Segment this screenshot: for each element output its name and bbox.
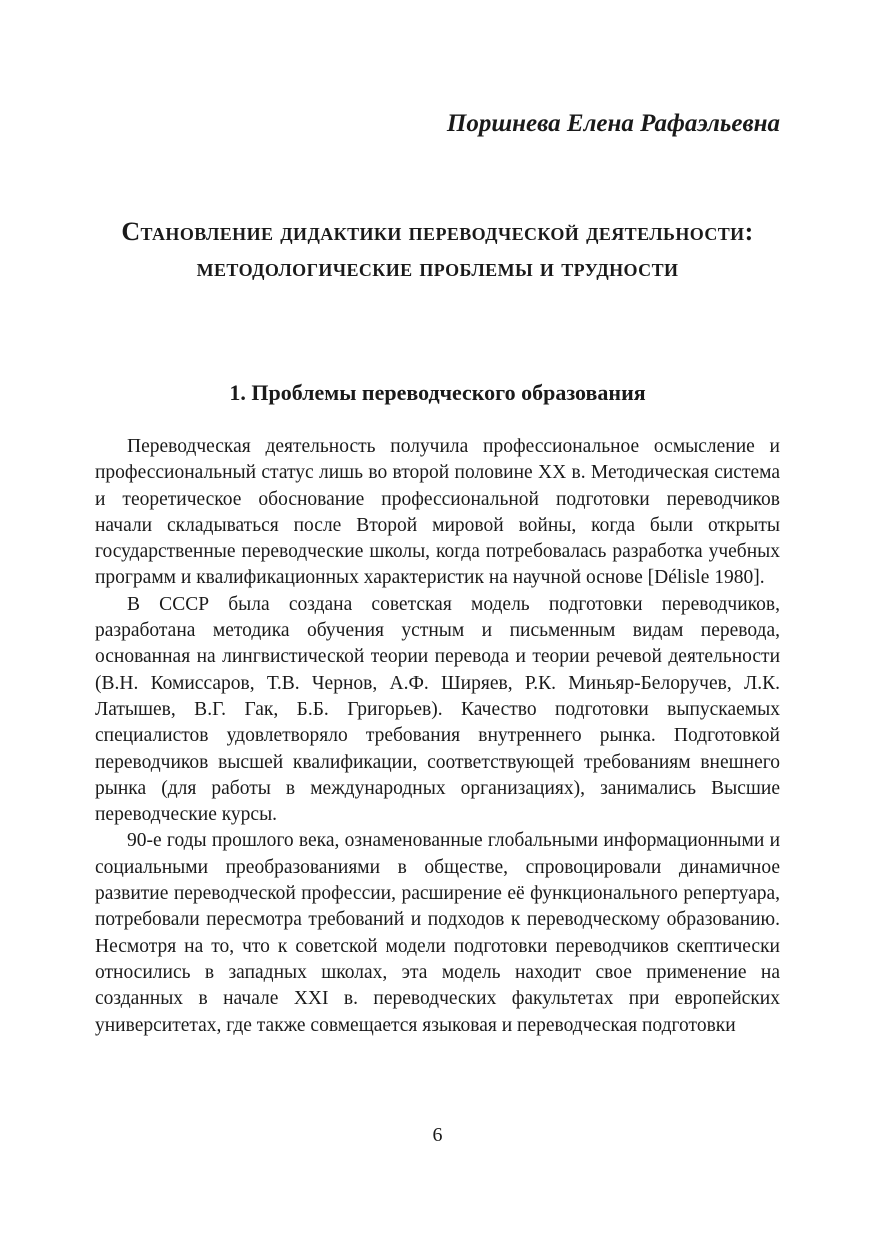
article-body — [95, 434, 780, 1039]
page-number: 6 — [432, 1124, 443, 1146]
paragraph: Переводческая деятельность получила профессиональное осмысление и профессиональный статус лишь во второй половине XX в. Методическая система и теоретическое обоснование профессиональной подготовки переводчиков начали складываться после Второй мировой войны, когда были открыты государственные переводческие школы, когда потребовалась разработка учебных программ и квалификационных характеристик на научной основе [Délisle 1980]. — [95, 436, 780, 589]
author-name: Поршнева Елена Рафаэльевна — [446, 110, 780, 137]
paragraph: В СССР была создана советская модель подготовки переводчиков, разработана методика обучения устным и письменным видам перевода, основанная на лингвистической теории перевода и теории речевой деятельности (В.Н. Комиссаров, Т.В. Чернов, А.Ф. Ширяев, Р.К. Миньяр-Белоручев, Л.К. Латышев, В.Г. Гак, Б.Б. Григорьев). Качество подготовки выпускаемых специалистов удовлетворяло требования внутреннего рынка. Подготовкой переводчиков высшей квалификации, соответствующей требованиям внешнего рынка (для работы в международных организациях), занимались Высшие переводческие курсы. — [95, 593, 780, 826]
article-title: Становление дидактики переводческой деятельности: методологические проблемы и трудности — [121, 217, 754, 282]
paragraph: 90-е годы прошлого века, ознаменованные глобальными информационными и социальными преобразованиями в обществе, спровоцировали динамичное развитие переводческой профессии, расширение её функционального репертуара, потребовали пересмотра требований и подходов к переводческому образованию. Несмотря на то, что к советской модели подготовки переводчиков скептически относились в западных школах, эта модель находит свое применение на созданных в начале XXI в. переводческих факультетах при европейских университетах, где также совмещается языковая и переводческая подготовки — [95, 830, 780, 1036]
section-heading: 1. Проблемы переводческого образования — [229, 380, 646, 405]
